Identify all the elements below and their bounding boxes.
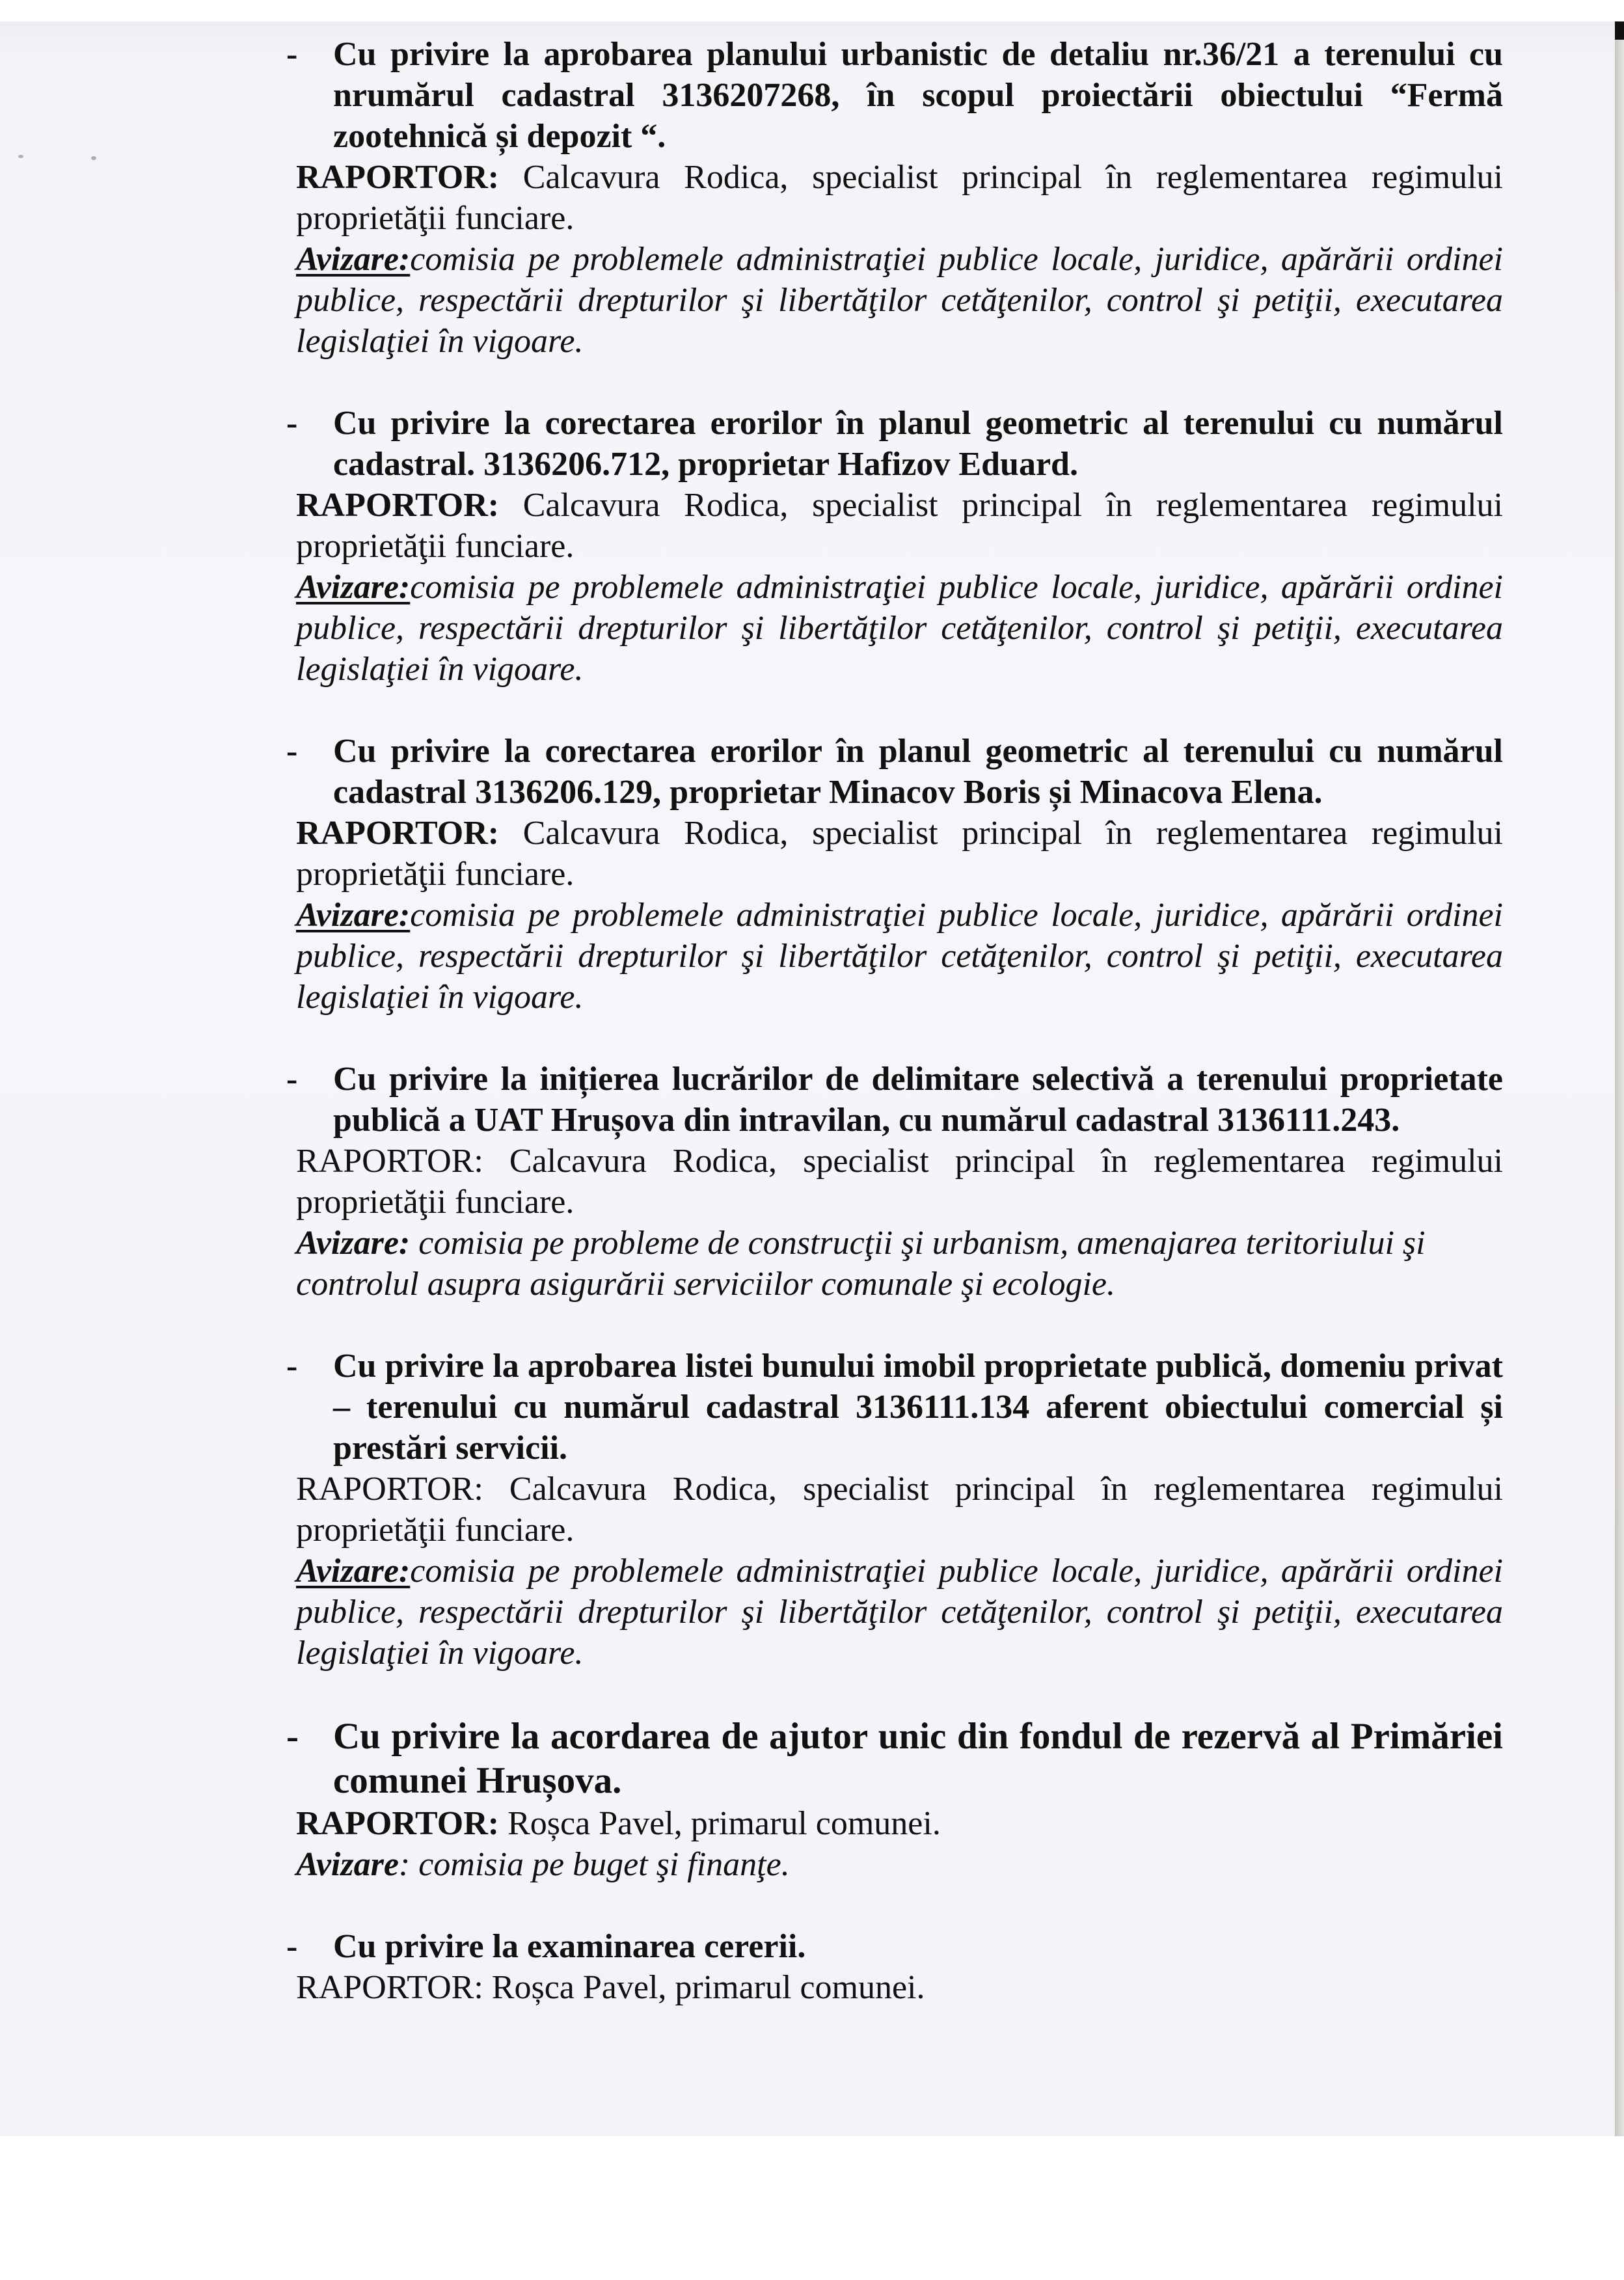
agenda-item-heading: [286, 731, 1503, 813]
raportor-text: Roșca Pavel, primarul comunei.: [499, 1805, 941, 1842]
heading-text: Cu privire la acordarea de ajutor unic din fondul de rezervă al Primăriei comunei Hrușova.: [333, 1716, 1503, 1801]
heading-text: Cu privire la aprobarea planului urbanistic de detaliu nr.36/21 a terenului cu nrumărul cadastral 3136207268, în scopul proiectării obiectului “Fermă zootehnică și depozit “.: [333, 36, 1503, 155]
raportor-label: RAPORTOR:: [296, 1471, 483, 1508]
avizare-line: [296, 567, 1503, 690]
bullet-dash: -: [286, 36, 298, 73]
agenda-item: [286, 1926, 1503, 2008]
raportor-label: RAPORTOR:: [296, 815, 500, 852]
raportor-line: [296, 1803, 1503, 1844]
scan-speck: [91, 156, 96, 160]
scan-edge-mark: [1615, 21, 1624, 40]
scan-speck: [18, 155, 23, 158]
agenda-item: [286, 1715, 1503, 1885]
agenda-item: [286, 1059, 1503, 1305]
bullet-dash: -: [286, 1348, 298, 1385]
raportor-text: Calcavura Rodica, specialist principal în reglementarea regimului proprietăţii funciare.: [296, 159, 1503, 237]
raportor-line: [296, 1141, 1503, 1223]
avizare-text: comisia pe problemele administraţiei publice locale, juridice, apărării ordinei publice, respectării drepturilor şi libertăţilor cetăţenilor, control şi petiţii, executarea legislaţiei în vigoare.: [296, 569, 1503, 688]
agenda-item-heading: [286, 1059, 1503, 1141]
agenda-document: [286, 34, 1503, 2008]
raportor-line: [296, 1469, 1503, 1551]
bullet-dash: -: [286, 1716, 299, 1757]
avizare-line: [296, 1844, 1503, 1885]
agenda-item: [286, 403, 1503, 690]
agenda-item: [286, 1346, 1503, 1674]
raportor-label: RAPORTOR:: [296, 1969, 483, 2006]
avizare-line: [296, 895, 1503, 1018]
heading-text: Cu privire la corectarea erorilor în planul geometric al terenului cu numărul cadastral 3136206.129, proprietar Minacov Boris și Minacova Elena.: [333, 733, 1503, 811]
avizare-text: comisia pe problemele administraţiei publice locale, juridice, apărării ordinei publice, respectării drepturilor şi libertăţilor cetăţenilor, control şi petiţii, executarea legislaţiei în vigoare.: [296, 241, 1503, 360]
avizare-line: [296, 1223, 1503, 1305]
avizare-text: comisia pe problemele administraţiei publice locale, juridice, apărării ordinei publice, respectării drepturilor şi libertăţilor cetăţenilor, control şi petiţii, executarea legislaţiei în vigoare.: [296, 1553, 1503, 1672]
raportor-label: RAPORTOR:: [296, 1143, 483, 1180]
avizare-label: Avizare:: [296, 1553, 411, 1590]
agenda-item-heading: [286, 403, 1503, 485]
avizare-label: Avizare:: [296, 897, 411, 934]
avizare-label: Avizare:: [296, 241, 411, 278]
raportor-text: Roșca Pavel, primarul comunei.: [483, 1969, 925, 2006]
raportor-text: Calcavura Rodica, specialist principal în reglementarea regimului proprietăţii funciare.: [296, 815, 1503, 893]
raportor-line: [296, 1967, 1503, 2008]
bullet-dash: -: [286, 1061, 298, 1098]
avizare-text: comisia pe problemele administraţiei publice locale, juridice, apărării ordinei publice, respectării drepturilor şi libertăţilor cetăţenilor, control şi petiţii, executarea legislaţiei în vigoare.: [296, 897, 1503, 1016]
agenda-item: [286, 731, 1503, 1018]
raportor-text: Calcavura Rodica, specialist principal în reglementarea regimului proprietăţii funciare.: [296, 487, 1503, 565]
bullet-dash: -: [286, 733, 298, 770]
heading-text: Cu privire la corectarea erorilor în planul geometric al terenului cu numărul cadastral. 3136206.712, proprietar Hafizov Eduard.: [333, 405, 1503, 483]
raportor-line: [296, 813, 1503, 895]
avizare-line: [296, 239, 1503, 362]
raportor-label: RAPORTOR:: [296, 159, 500, 196]
raportor-text: Calcavura Rodica, specialist principal în reglementarea regimului proprietăţii funciare.: [296, 1471, 1503, 1549]
raportor-label: RAPORTOR:: [296, 487, 500, 524]
avizare-label: Avizare: [296, 1846, 399, 1883]
page-edge-shadow: [1615, 21, 1624, 2136]
bullet-dash: -: [286, 1928, 298, 1965]
heading-text: Cu privire la aprobarea listei bunului imobil proprietate publică, domeniu privat – terenului cu numărul cadastral 3136111.134 aferent obiectului comercial și prestări servicii.: [333, 1348, 1503, 1467]
avizare-text: comisia pe probleme de construcţii şi urbanism, amenajarea teritoriului şi controlul asupra asigurării serviciilor comunale şi ecologie.: [296, 1225, 1426, 1303]
avizare-label: Avizare:: [296, 569, 411, 606]
avizare-label: Avizare:: [296, 1225, 411, 1262]
raportor-line: [296, 157, 1503, 239]
scan-bottom-margin: [0, 2136, 1624, 2280]
agenda-item-heading: [286, 1346, 1503, 1469]
avizare-text: : comisia pe buget şi finanţe.: [398, 1846, 790, 1883]
agenda-item: [286, 34, 1503, 362]
raportor-line: [296, 485, 1503, 567]
raportor-text: Calcavura Rodica, specialist principal în reglementarea regimului proprietăţii funciare.: [296, 1143, 1503, 1221]
raportor-label: RAPORTOR:: [296, 1805, 500, 1842]
agenda-item-heading: [286, 1715, 1503, 1803]
heading-text: Cu privire la examinarea cererii.: [333, 1928, 806, 1965]
agenda-item-heading: [286, 1926, 1503, 1967]
bullet-dash: -: [286, 405, 298, 442]
avizare-line: [296, 1551, 1503, 1674]
heading-text: Cu privire la inițierea lucrărilor de delimitare selectivă a terenului proprietate publică a UAT Hrușova din intravilan, cu numărul cadastral 3136111.243.: [333, 1061, 1503, 1139]
agenda-item-heading: [286, 34, 1503, 157]
